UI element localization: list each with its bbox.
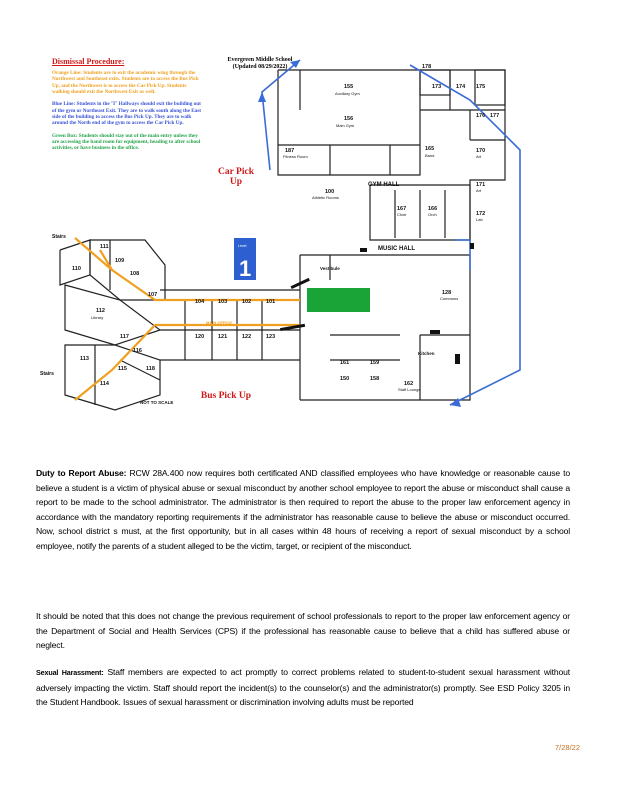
not-to-scale-label: NOT TO SCALE: [140, 400, 174, 405]
room-171-name: Art: [476, 188, 482, 193]
stairs-bottom-label: Stairs: [40, 371, 54, 377]
room-122: 122: [242, 334, 252, 340]
room-107: 107: [148, 292, 158, 298]
footer-date: 7/28/22: [555, 743, 581, 752]
room-155-name: Auxiliary Gym: [335, 91, 360, 96]
room-118: 118: [146, 366, 155, 372]
room-108: 108: [130, 271, 140, 277]
duty-to-report-paragraph: [36, 466, 570, 554]
room-101: 101: [266, 299, 276, 305]
room-155: 155: [344, 84, 354, 90]
room-176: 176: [476, 113, 486, 119]
blue-line-text: Blue Line: Students in the 'T' Hallways should exit the building out of the gym or Northeast Exit. They are to walk south along the East side of the building to access the Bus Pick Up. They are to walk around the North end of the gym to access the Car Pick Up.: [52, 101, 201, 127]
main-entry-green-box: [307, 288, 370, 312]
school-title: Evergreen Middle School: [227, 57, 293, 63]
gym-hall-label: GYM HALL: [368, 182, 400, 188]
room-115: 115: [118, 366, 127, 372]
room-187: 187: [285, 148, 295, 154]
room-158: 158: [370, 376, 380, 382]
room-116: 116: [133, 348, 142, 354]
room-112-name: Library: [91, 315, 104, 320]
room-159: 159: [370, 360, 380, 366]
room-172-name: Lab: [476, 217, 483, 222]
room-123: 123: [266, 334, 276, 340]
duty-to-report-body: RCW 28A.400 now requires both certificated AND classified employees who have knowledge or reasonable cause to believe a student is a victim of physical abuse or sexual misconduct by another school employee to report the abuse or misconduct shall cause a report to be made to the school administrator. The administrator is then required to report the abuse to the proper law enforcement agency in accordance with the mandatory reporting requirements if the administrator has reasonable cause to believe the abuse or misconduct occurred. Now, school district s must, at the first opportunity, but in all cases within 48 hours of receiving a report of sexual misconduct by a school employee, notify the parents of a student alleged to be the victim, target, or recipient of the misconduct.: [36, 468, 570, 551]
room-173: 173: [432, 84, 442, 90]
room-120: 120: [195, 334, 205, 340]
room-178: 178: [422, 64, 432, 70]
sexual-harassment-paragraph: [36, 665, 570, 710]
room-167: 167: [397, 206, 407, 212]
room-117: 117: [120, 334, 129, 340]
level-word: Level: [238, 244, 247, 248]
room-104: 104: [195, 299, 205, 305]
stairs-top-label: Stairs: [52, 234, 66, 240]
dismissal-procedure: [52, 57, 202, 158]
room-102: 102: [242, 299, 252, 305]
sexual-harassment-label: Sexual Harassment:: [36, 668, 104, 677]
room-165: 165: [425, 146, 435, 152]
room-114: 114: [100, 381, 109, 387]
room-166-name: Orch: [428, 212, 437, 217]
room-121: 121: [218, 334, 228, 340]
room-171: 171: [476, 182, 486, 188]
room-156-name: Main Gym: [336, 123, 355, 128]
room-111: 111: [100, 244, 109, 250]
room-100-name: Athletic Rooms: [312, 195, 339, 200]
procedure-title: Dismissal Procedure:: [52, 57, 125, 66]
duty-to-report-label: Duty to Report Abuse:: [36, 468, 127, 478]
room-172: 172: [476, 211, 486, 217]
room-100: 100: [325, 189, 335, 195]
room-162-name: Staff Lounge: [398, 387, 421, 392]
orange-route: [75, 238, 300, 400]
bus-pickup-label: Bus Pick Up: [200, 391, 252, 401]
room-177: 177: [490, 113, 500, 119]
orange-line-text: Orange Line: Students are to exit the academic wing through the Northwest and Southeast exits. Students are to access the Bus Pick Up, and the Northwest is to access the Car Pick Up. Students walking should exit the Northwest Exit as well.: [52, 70, 199, 96]
room-162: 162: [404, 381, 414, 387]
room-110: 110: [72, 266, 81, 272]
school-title-block: [205, 57, 315, 71]
room-150: 150: [340, 376, 350, 382]
updated-date: (Updated 08/29/2022): [232, 64, 288, 71]
blue-route: [262, 60, 520, 405]
main-office-label: MAIN OFFICE: [206, 320, 232, 325]
music-hall-label: MUSIC HALL: [378, 246, 415, 252]
room-170-name: Art: [476, 154, 482, 159]
commons-label: Commons: [440, 296, 459, 301]
previous-requirement-paragraph: [36, 609, 570, 653]
room-109: 109: [115, 258, 125, 264]
room-165-name: Band: [425, 153, 435, 158]
green-box-text: Green Box: Students should stay out of the main entry unless they are accessing the band room for equipment, heading to after school activities, or have business in the office.: [52, 132, 201, 152]
kitchen-label: Kitchen: [418, 351, 435, 356]
level-number: 1: [239, 256, 252, 281]
car-pickup-label: Car Pick Up: [218, 167, 254, 187]
previous-requirement-text: It should be noted that this does not change the previous requirement of school professionals to report to the proper law enforcement agency or the Department of Social and Health Services (CPS) if the professional has reasonable cause to believe that a child has suffered abuse or neglect.: [36, 611, 570, 651]
room-156: 156: [344, 116, 354, 122]
room-187-name: Fitness Room: [283, 154, 308, 159]
vestibule-label: Vestibule: [320, 266, 340, 271]
room-175: 175: [476, 84, 486, 90]
room-170: 170: [476, 148, 486, 154]
room-103: 103: [218, 299, 228, 305]
room-174: 174: [456, 84, 466, 90]
commons-number: 128: [442, 290, 452, 296]
room-166: 166: [428, 206, 438, 212]
room-161: 161: [340, 360, 350, 366]
sexual-harassment-body: Staff members are expected to act promptly to correct problems related to student-to-student sexual harassment without adversely impacting the victim. Staff should report the incident(s) to the counselor(s) and the administrator(s) promptly. See ESD Policy 3205 in the Student Handbook. Issues of sexual harassment or discrimination involving adults must be reported: [36, 667, 570, 708]
room-112: 112: [96, 308, 105, 314]
room-113: 113: [80, 356, 89, 362]
room-167-name: Choir: [397, 212, 407, 217]
